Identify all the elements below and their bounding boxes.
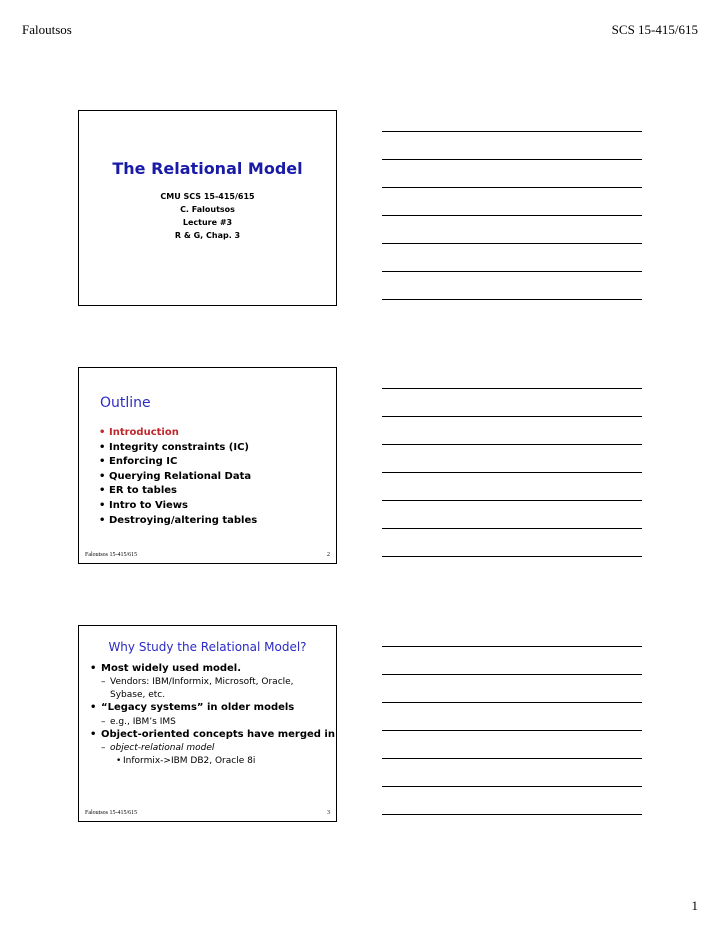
slide-content: [90, 662, 335, 767]
note-line: [382, 702, 642, 703]
note-line: [382, 444, 642, 445]
bullet: • “Legacy systems” in older models: [90, 701, 335, 715]
slide-3: [78, 625, 337, 822]
sub-bullet: [90, 742, 335, 755]
note-line: [382, 243, 642, 244]
note-line: [382, 131, 642, 132]
outline-list: [99, 426, 257, 528]
note-line: [382, 187, 642, 188]
slide-1: [78, 110, 337, 306]
note-line: [382, 814, 642, 815]
note-line: [382, 674, 642, 675]
outline-item: • Integrity constraints (IC): [99, 441, 257, 456]
outline-item: • Destroying/altering tables: [99, 514, 257, 529]
outline-item: • Intro to Views: [99, 499, 257, 514]
sub-sub-bullet: • Informix->IBM DB2, Oracle 8i: [90, 755, 335, 768]
outline-item: • Enforcing IC: [99, 455, 257, 470]
slide-footer: Faloutsos 15-415/615: [85, 552, 138, 558]
outline-item: • Querying Relational Data: [99, 470, 257, 485]
slide-title: Outline: [100, 395, 151, 411]
note-line: [382, 556, 642, 557]
subtitle-line: CMU SCS 15-415/615: [160, 192, 255, 201]
subtitle-line: R & G, Chap. 3: [174, 231, 241, 240]
slide-number: 2: [327, 552, 330, 558]
header-course: SCS 15-415/615: [611, 22, 698, 37]
slide-2: [78, 367, 337, 564]
note-line: [382, 472, 642, 473]
sub-bullet-text: object-relational model: [110, 743, 215, 754]
note-line: [382, 758, 642, 759]
subtitle-line: Lecture #3: [182, 218, 233, 227]
page-number: 1: [691, 898, 698, 913]
bullet: • Most widely used model.: [90, 662, 335, 676]
note-line: [382, 500, 642, 501]
note-line: [382, 528, 642, 529]
note-line: [382, 730, 642, 731]
note-line: [382, 215, 642, 216]
slide-title: The Relational Model: [112, 159, 303, 178]
bullet: • Object-oriented concepts have merged in: [90, 728, 335, 742]
slide-footer: Faloutsos 15-415/615: [85, 810, 138, 816]
outline-item: • Introduction: [99, 426, 257, 441]
note-line: [382, 786, 642, 787]
header-author: Faloutsos: [22, 22, 72, 37]
note-line: [382, 388, 642, 389]
outline-item: • ER to tables: [99, 484, 257, 499]
slide-subtitle: [79, 190, 336, 242]
sub-bullet: – Vendors: IBM/Informix, Microsoft, Oracle, Sybase, etc.: [90, 676, 310, 701]
sub-bullet: – e.g., IBM’s IMS: [90, 716, 335, 729]
note-line: [382, 646, 642, 647]
slide-title: Why Study the Relational Model?: [108, 640, 307, 654]
note-line: [382, 299, 642, 300]
subtitle-line: C. Faloutsos: [180, 205, 235, 214]
note-line: [382, 416, 642, 417]
note-line: [382, 271, 642, 272]
note-line: [382, 159, 642, 160]
slide-number: 3: [327, 810, 330, 816]
